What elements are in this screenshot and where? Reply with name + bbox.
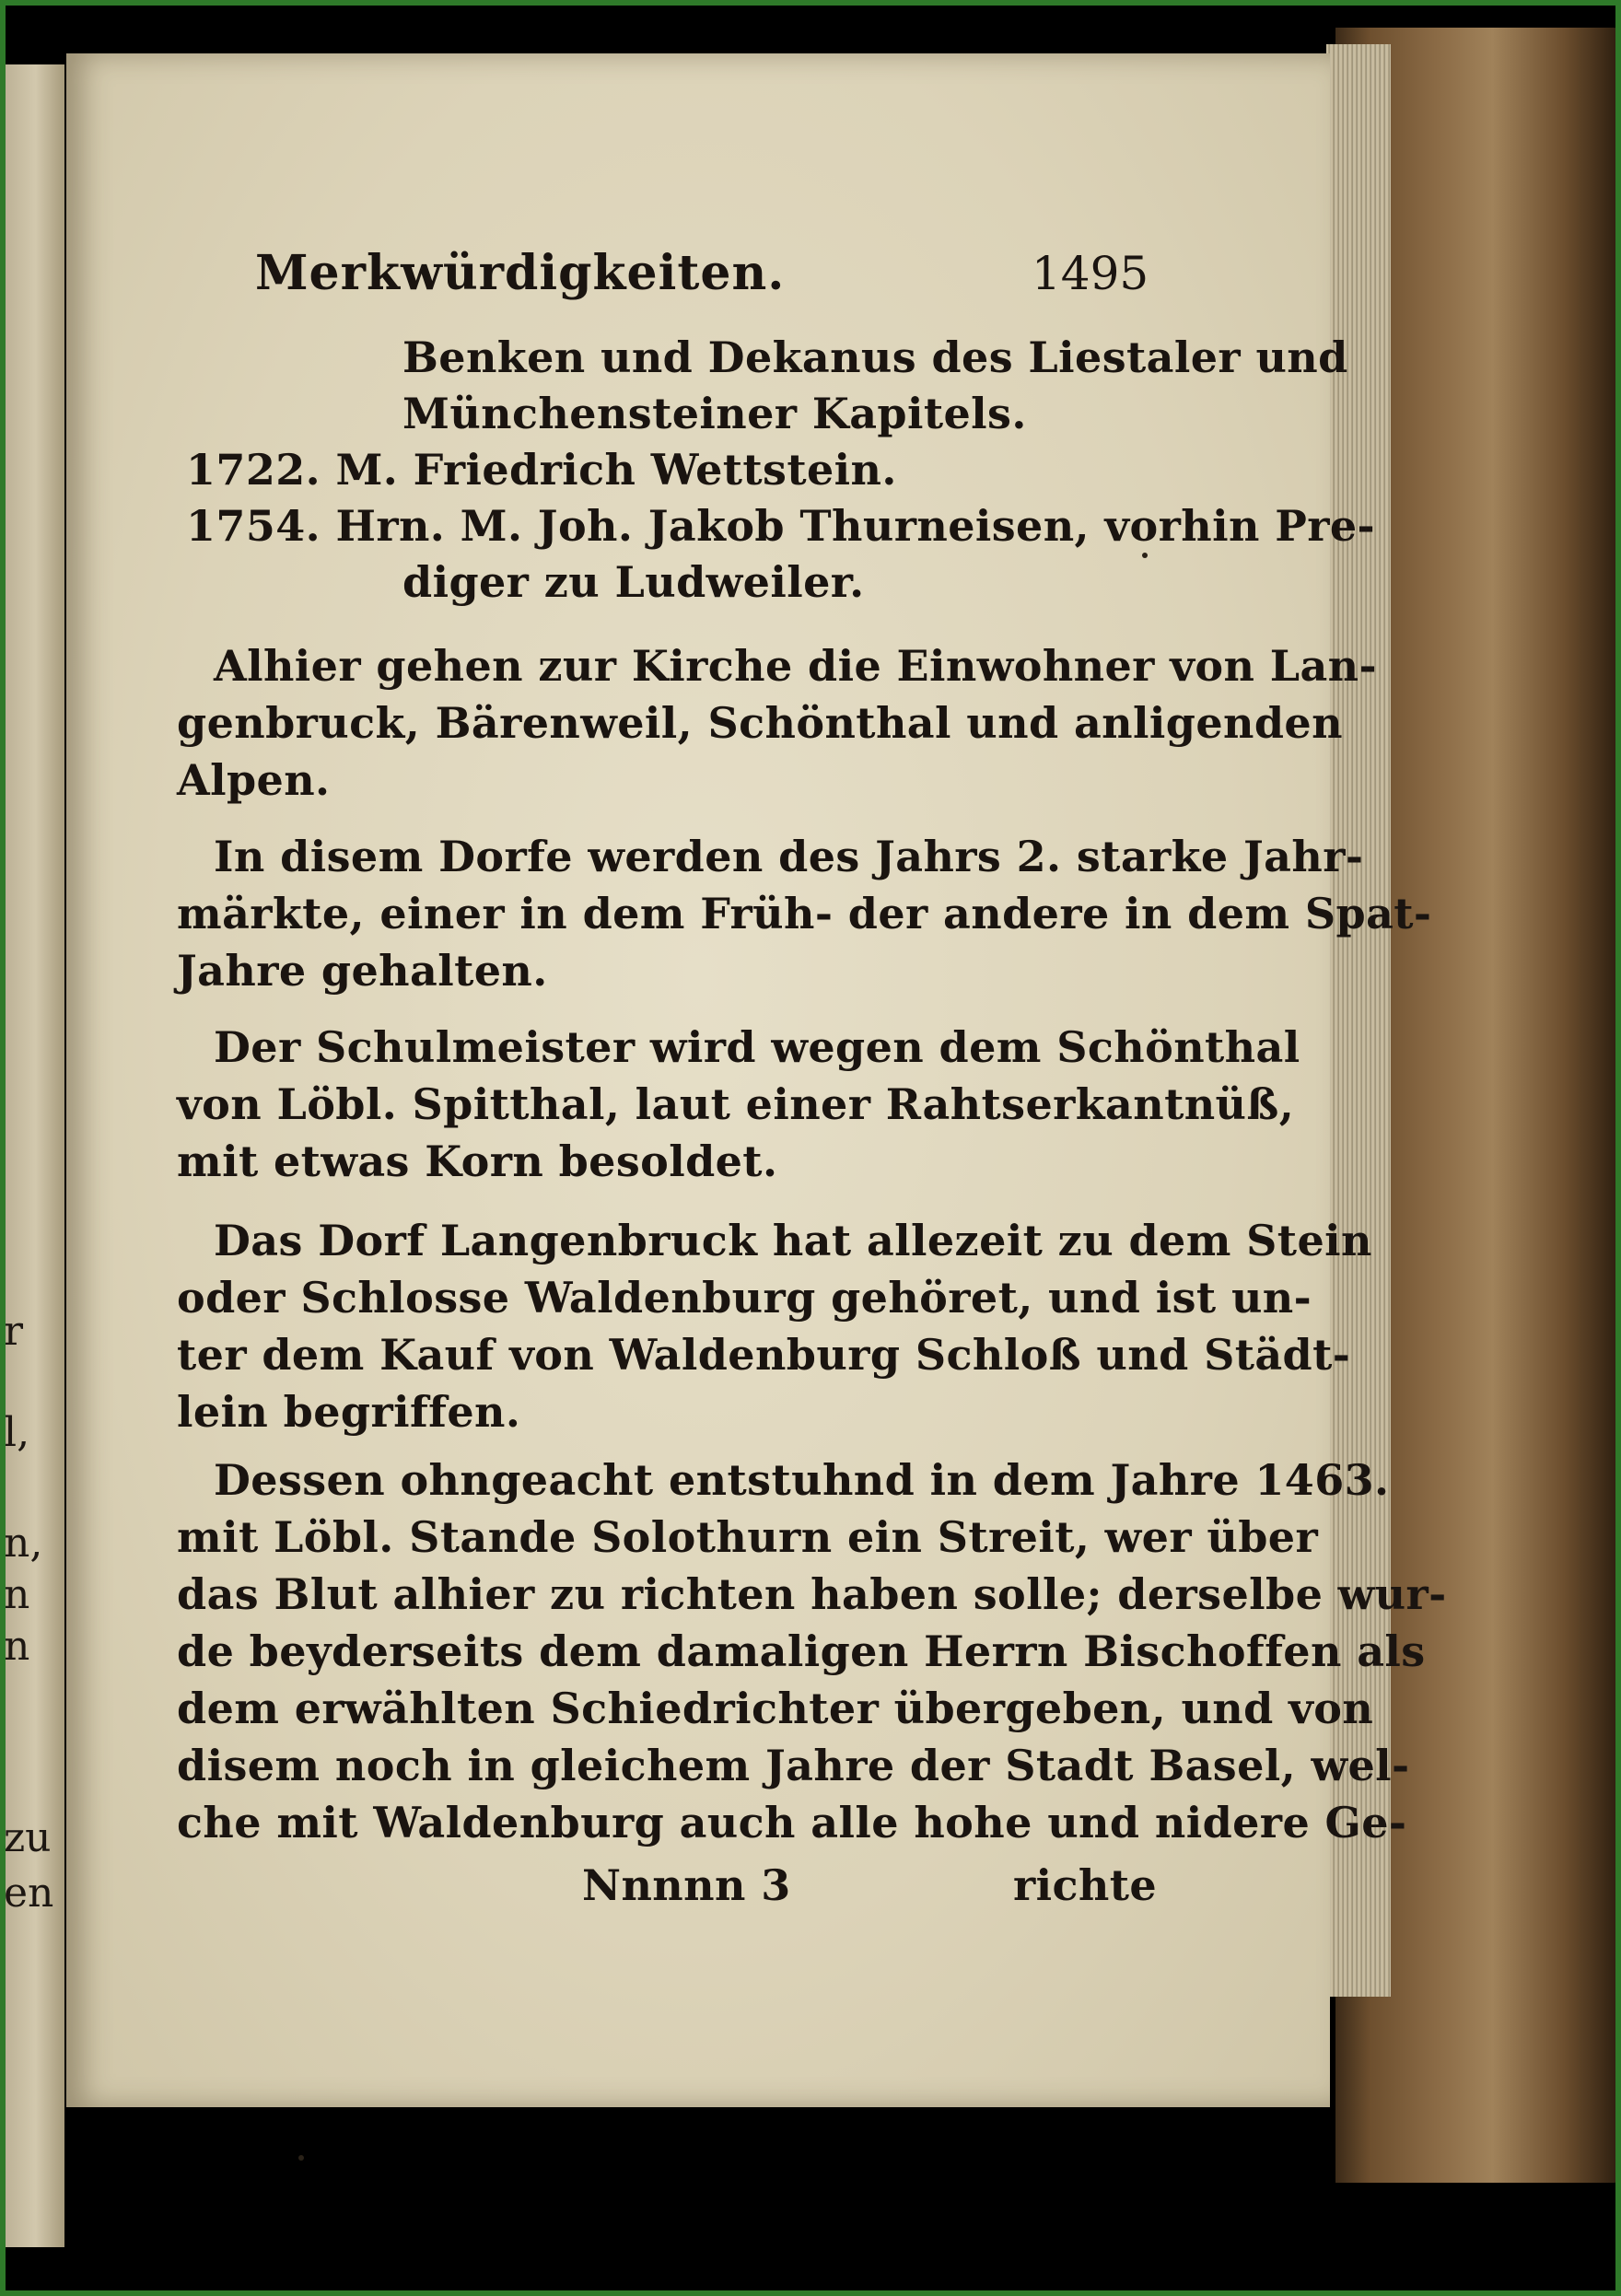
text-line: mit etwas Korn besoldet. [177,1136,778,1186]
text-line: 1722. M. Friedrich Wettstein. [186,445,897,495]
text-line: Benken und Dekanus des Liestaler und [402,332,1348,382]
text-line: 1754. Hrn. M. Joh. Jakob Thurneisen, vorhin Pre- [186,501,1375,551]
fragment: n [4,1571,30,1618]
fragment: zu [4,1814,52,1861]
catchword: richte [1013,1860,1158,1910]
previous-page-text-fragments [4,64,59,2247]
text-line: das Blut alhier zu richten haben solle; derselbe wur- [177,1569,1447,1619]
text-line: mit Löbl. Stande Solothurn ein Streit, wer über [177,1512,1319,1562]
text-line: Münchensteiner Kapitels. [402,389,1027,438]
text-line: Dessen ohngeacht entstuhnd in dem Jahre 1463. [214,1455,1390,1505]
text-line: che mit Waldenburg auch alle hohe und nidere Ge- [177,1798,1407,1847]
book-page [66,53,1447,2107]
text-line: Das Dorf Langenbruck hat allezeit zu dem Stein [214,1216,1372,1265]
text-line: oder Schlosse Waldenburg gehöret, und ist un- [177,1273,1312,1323]
signature-mark: Nnnnn 3 [582,1860,791,1910]
text-line: dem erwählten Schiedrichter übergeben, und von [177,1684,1374,1733]
text-line: diger zu Ludweiler. [402,557,865,607]
text-line: In disem Dorfe werden des Jahrs 2. starke Jahr- [214,832,1364,881]
text-line: lein begriffen. [177,1387,521,1437]
text-line: ter dem Kauf von Waldenburg Schloß und Städt- [177,1330,1351,1380]
ink-speck [1142,553,1148,558]
text-line: märkte, einer in dem Früh- der andere in dem Spat- [177,889,1432,938]
previous-page-edge [0,64,64,2247]
text-line: de beyderseits dem damaligen Herrn Bischoffen als [177,1626,1426,1676]
fragment: l, [4,1409,30,1456]
running-head: Merkwürdigkeiten. [255,245,786,301]
fragment: en [4,1870,54,1917]
fragment: n, [4,1520,43,1567]
text-line: Alpen. [177,755,331,805]
fragment: r [4,1308,24,1355]
text-line: Der Schulmeister wird wegen dem Schönthal [214,1022,1300,1072]
text-line: von Löbl. Spitthal, laut einer Rahtserkantnüß, [177,1079,1295,1129]
fragment: n [4,1623,30,1670]
text-line: genbruck, Bärenweil, Schönthal und anligenden [177,698,1343,748]
text-line: Jahre gehalten. [177,946,548,996]
text-line: Alhier gehen zur Kirche die Einwohner von Lan- [214,641,1377,691]
page-number: 1495 [1032,247,1149,300]
text-line: disem noch in gleichem Jahre der Stadt Basel, wel- [177,1741,1410,1790]
ink-speck [298,2155,304,2161]
